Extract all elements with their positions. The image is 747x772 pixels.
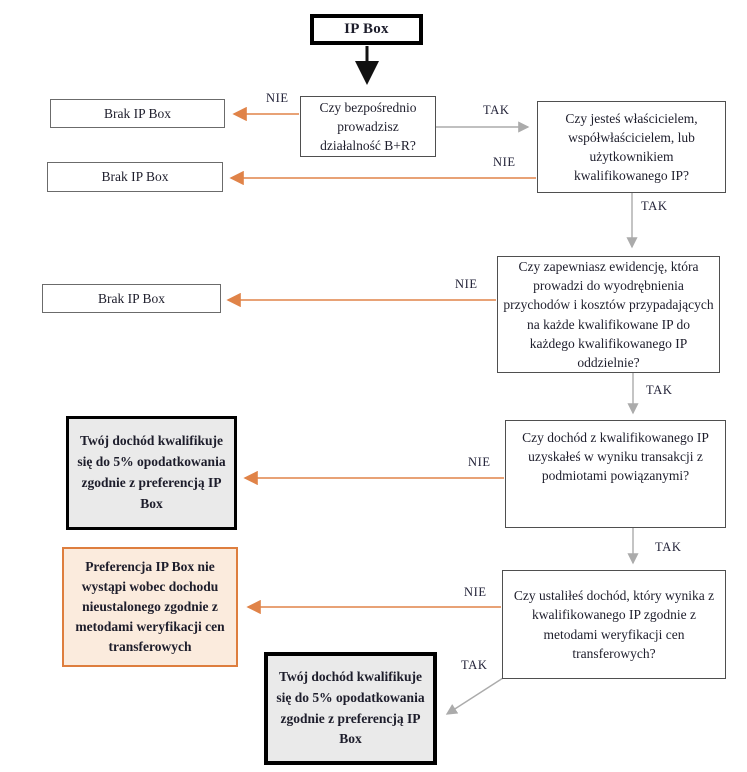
question-node-records: Czy zapewniasz ewidencję, która prowadzi do wyodrębnienia przychodów i kosztów przypadających na każde kwalifikowane IP do każdego kwalifikowanego IP oddzielnie? <box>497 256 720 373</box>
question-node-ownership: Czy jesteś właścicielem, współwłaścicielem, lub użytkownikiem kwalifikowanego IP? <box>537 101 726 193</box>
result-node-qualifies-2: Twój dochód kwalifikuje się do 5% opodatkowania zgodnie z preferencją IP Box <box>264 652 437 765</box>
no-ipbox-node-3: Brak IP Box <box>42 284 221 313</box>
edge-label-related-yes: TAK <box>655 540 682 554</box>
edge-transfer-yes <box>447 678 503 714</box>
question-node-related-parties: Czy dochód z kwalifikowanego IP uzyskałeś w wyniku transakcji z podmiotami powiązanymi? <box>505 420 726 528</box>
edge-label-transfer-no: NIE <box>464 585 487 599</box>
result-node-qualifies-1: Twój dochód kwalifikuje się do 5% opodatkowania zgodnie z preferencją IP Box <box>66 416 237 530</box>
edge-label-ownership-no: NIE <box>493 155 516 169</box>
start-node-ip-box: IP Box <box>310 14 423 45</box>
question-node-transfer-pricing: Czy ustaliłeś dochód, który wynika z kwalifikowanego IP zgodnie z metodami weryfikacji cen transferowych? <box>502 570 726 679</box>
edge-label-transfer-yes: TAK <box>461 658 488 672</box>
edge-label-records-no: NIE <box>455 277 478 291</box>
question-node-brd: Czy bezpośrednio prowadzisz działalność B+R? <box>300 96 436 157</box>
edge-label-ownership-yes: TAK <box>641 199 668 213</box>
result-node-no-preference: Preferencja IP Box nie wystąpi wobec dochodu nieustalonego zgodnie z metodami weryfikacji cen transferowych <box>62 547 238 667</box>
edge-label-records-yes: TAK <box>646 383 673 397</box>
edge-label-brd-no: NIE <box>266 91 289 105</box>
edge-label-related-no: NIE <box>468 455 491 469</box>
no-ipbox-node-2: Brak IP Box <box>47 162 223 192</box>
no-ipbox-node-1: Brak IP Box <box>50 99 225 128</box>
edge-label-brd-yes: TAK <box>483 103 510 117</box>
